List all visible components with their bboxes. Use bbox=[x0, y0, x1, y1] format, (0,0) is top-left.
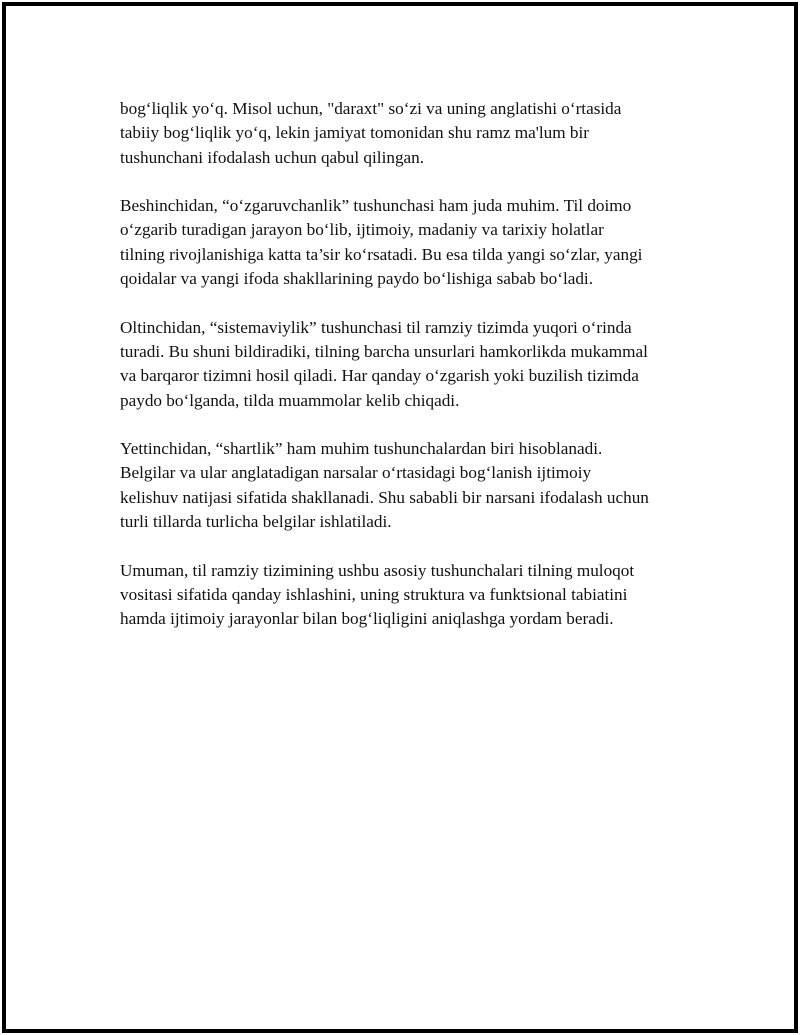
text-line: va barqaror tizimni hosil qiladi. Har qanday o‘zgarish yoki buzilish tizimda bbox=[120, 366, 639, 386]
paragraph-2 bbox=[120, 194, 720, 291]
text-line: o‘zgarib turadigan jarayon bo‘lib, ijtimoiy, madaniy va tarixiy holatlar bbox=[120, 220, 604, 240]
document-body bbox=[120, 97, 720, 656]
text-line: turadi. Bu shuni bildiradiki, tilning barcha unsurlari hamkorlikda mukammal bbox=[120, 341, 648, 361]
text-line: Belgilar va ular anglatadigan narsalar o‘rtasidagi bog‘lanish ijtimoiy bbox=[120, 463, 592, 483]
text-line: kelishuv natijasi sifatida shakllanadi. Shu sababli bir narsani ifodalash uchun bbox=[120, 487, 649, 507]
text-line: turli tillarda turlicha belgilar ishlatiladi. bbox=[120, 512, 392, 532]
text-line: tushunchani ifodalash uchun qabul qilingan. bbox=[120, 147, 425, 167]
text-line: Beshinchidan, “o‘zgaruvchanlik” tushunchasi ham juda muhim. Til doimo bbox=[120, 196, 632, 216]
text-line: bog‘liqlik yo‘q. Misol uchun, "daraxt" so‘zi va uning anglatishi o‘rtasida bbox=[120, 99, 622, 118]
text-line: hamda ijtimoiy jarayonlar bilan bog‘liqligini aniqlashga yordam beradi. bbox=[120, 609, 614, 629]
text-line: vositasi sifatida qanday ishlashini, uning struktura va funktsional tabiatini bbox=[120, 584, 628, 604]
paragraph-1 bbox=[120, 97, 720, 170]
text-line: tabiiy bog‘liqlik yo‘q, lekin jamiyat tomonidan shu ramz ma'lum bir bbox=[120, 123, 589, 143]
document-page bbox=[2, 2, 798, 1033]
text-line: Oltinchidan, “sistemaviylik” tushunchasi til ramziy tizimda yuqori o‘rinda bbox=[120, 317, 632, 337]
text-line: Yettinchidan, “shartlik” ham muhim tushunchalardan biri hisoblanadi. bbox=[120, 439, 603, 459]
paragraph-5 bbox=[120, 559, 720, 632]
paragraph-4 bbox=[120, 437, 720, 534]
paragraph-3 bbox=[120, 316, 720, 413]
text-line: qoidalar va yangi ifoda shakllarining paydo bo‘lishiga sabab bo‘ladi. bbox=[120, 269, 594, 289]
text-line: tilning rivojlanishiga katta ta’sir ko‘rsatadi. Bu esa tilda yangi so‘zlar, yangi bbox=[120, 244, 643, 264]
text-line: paydo bo‘lganda, tilda muammolar kelib chiqadi. bbox=[120, 390, 460, 410]
text-line: Umuman, til ramziy tizimining ushbu asosiy tushunchalari tilning muloqot bbox=[120, 560, 635, 580]
